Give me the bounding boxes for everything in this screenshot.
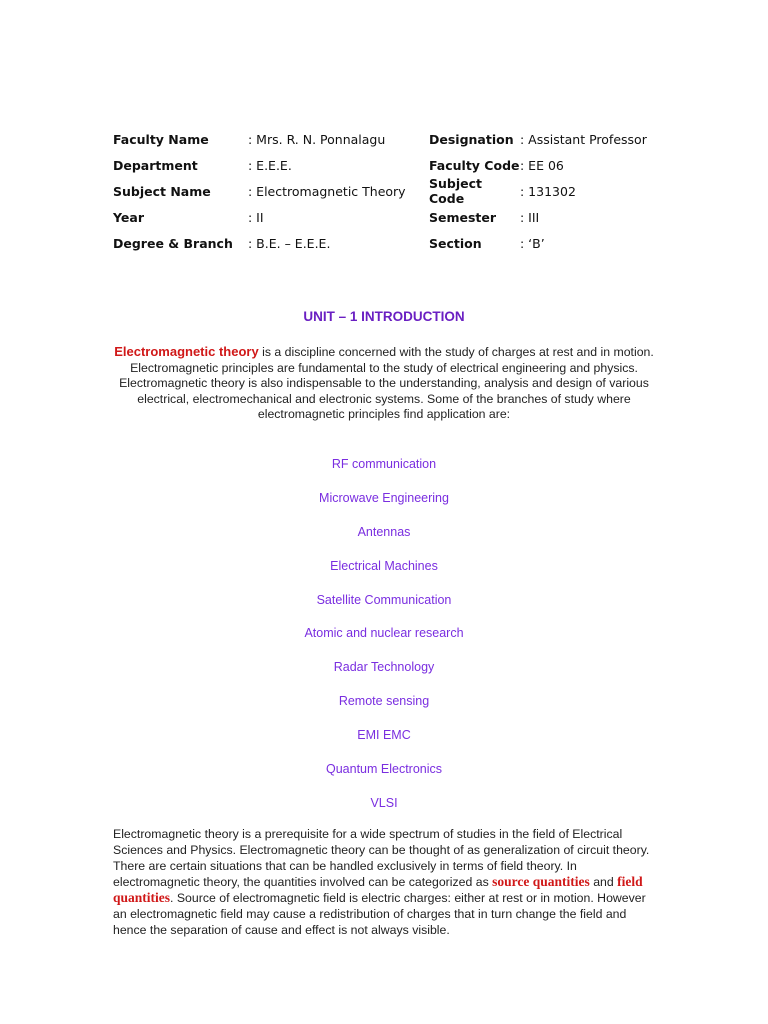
paragraph-text-part2: . Source of electromagnetic field is electric charges: either at rest or in motion. However an electromagnetic field may cause a redistribution of charges that in turn change the field and hence the separation of cause and effect is not always visible. <box>113 891 646 937</box>
field-quantities-term: field quantities <box>113 874 643 905</box>
source-quantities-term: source quantities <box>492 874 590 889</box>
semester-value: : III <box>520 209 540 225</box>
semester-label: Semester <box>429 209 497 225</box>
list-item: Atomic and nuclear research <box>304 626 464 641</box>
applications-list <box>0 455 768 828</box>
subject-name-value: : Electromagnetic Theory <box>248 183 406 199</box>
paragraph-text-part1: Electromagnetic theory is a prerequisite for a wide spectrum of studies in the field of Electrical Sciences and Physics. Electromagnetic theory can be thought of as generalization of circuit theory. There are certain situations that can be handled exclusively in terms of field theory. In electromagnetic theory, the quantities involved can be categorized as <box>113 827 650 889</box>
list-item: Electrical Machines <box>330 558 438 573</box>
intro-highlight: Electromagnetic theory <box>114 344 259 359</box>
section-label: Section <box>429 235 482 251</box>
info-row-year <box>113 204 673 230</box>
designation-label: Designation <box>429 131 514 147</box>
paragraph-text-and: and <box>589 875 618 889</box>
intro-text: is a discipline concerned with the study of charges at rest and in motion. Electromagnetic principles are fundamental to the study of electrical engineering and physics. Electromagnetic theory is also indispensable to the understanding, analysis and design of various electrical, electromechanical and electronic systems. Some of the branches of study where electromagnetic principles find application are: <box>119 345 654 421</box>
list-item: VLSI <box>370 795 398 810</box>
department-label: Department <box>113 157 198 173</box>
section-value: : ‘B’ <box>520 235 545 251</box>
list-item: RF communication <box>331 457 437 471</box>
list-item: Antennas <box>357 524 411 539</box>
intro-paragraph <box>110 344 658 423</box>
unit-title: UNIT – 1 INTRODUCTION <box>303 309 465 324</box>
degree-branch-value: : B.E. – E.E.E. <box>248 235 331 251</box>
subject-code-label: Subject Code <box>429 176 482 206</box>
list-item: Quantum Electronics <box>325 762 443 777</box>
list-item: Remote sensing <box>338 694 430 709</box>
designation-value: : Assistant Professor <box>520 131 647 147</box>
subject-name-label: Subject Name <box>113 183 211 199</box>
faculty-name-label: Faculty Name <box>113 131 209 147</box>
degree-branch-label: Degree & Branch <box>113 235 233 251</box>
faculty-code-value: : EE 06 <box>520 157 564 173</box>
info-row-degree <box>113 230 673 256</box>
department-value: : E.E.E. <box>248 157 292 173</box>
list-item: Satellite Communication <box>316 592 452 607</box>
faculty-code-label: Faculty Code <box>429 157 520 173</box>
subject-code-value: : 131302 <box>520 183 576 199</box>
faculty-info-table <box>113 126 673 256</box>
info-row-faculty <box>113 126 673 152</box>
faculty-name-value: : Mrs. R. N. Ponnalagu <box>248 131 386 147</box>
year-value: : II <box>248 209 264 225</box>
list-item: EMI EMC <box>357 728 411 743</box>
body-paragraph <box>113 826 659 938</box>
year-label: Year <box>113 209 144 225</box>
list-item: Radar Technology <box>333 660 435 675</box>
info-row-subject <box>113 178 673 204</box>
list-item: Microwave Engineering <box>319 490 449 505</box>
info-row-department <box>113 152 673 178</box>
